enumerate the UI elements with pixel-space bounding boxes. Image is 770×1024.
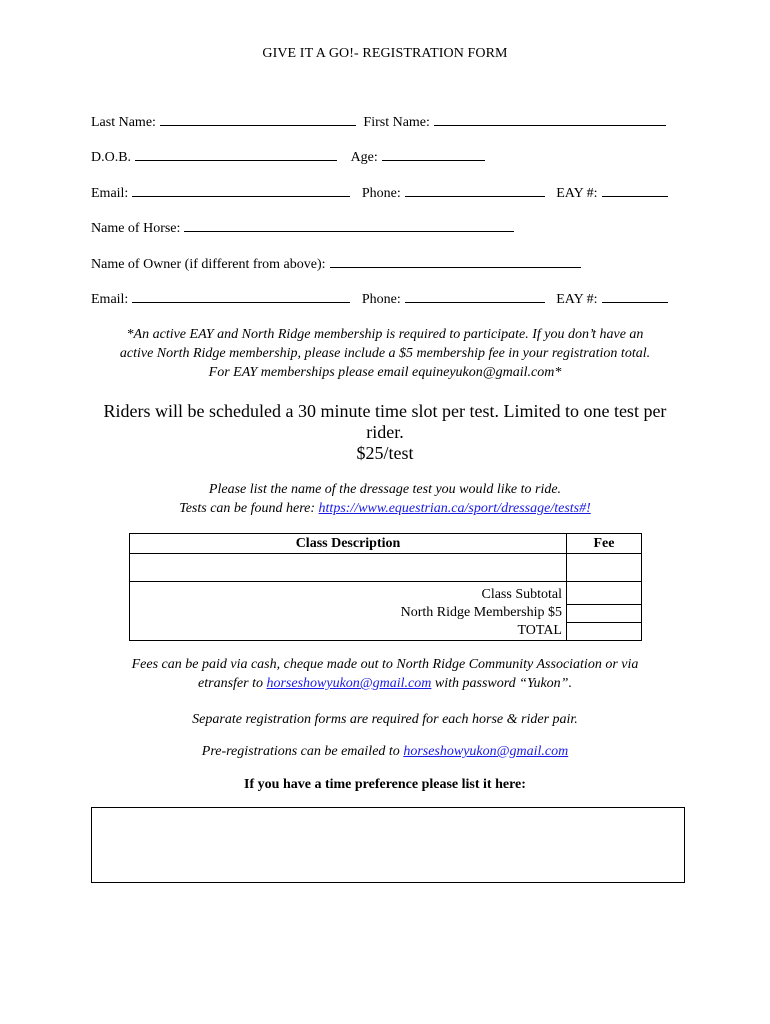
owner-contact-row: [91, 290, 668, 308]
age-label: Age:: [350, 150, 378, 165]
dob-label: D.O.B.: [91, 150, 132, 165]
dob-row: [91, 148, 485, 166]
total-cell[interactable]: [567, 622, 642, 641]
table-row: [130, 582, 642, 605]
contact-row: [91, 184, 668, 202]
schedule-line: rider.: [366, 422, 404, 442]
phone-label: Phone:: [361, 186, 401, 201]
eay-field[interactable]: [602, 184, 668, 197]
age-field[interactable]: [382, 148, 485, 161]
table-row: [130, 554, 642, 582]
email-field[interactable]: [132, 184, 350, 197]
fee-table: [129, 533, 642, 641]
membership-note-line: For EAY memberships please email equineyukon@gmail.com*: [208, 365, 562, 380]
last-name-label: Last Name:: [91, 115, 156, 130]
payment-email-link[interactable]: horseshowyukon@gmail.com: [266, 676, 432, 691]
owner-eay-field[interactable]: [602, 290, 668, 303]
prereg-email-link[interactable]: horseshowyukon@gmail.com: [403, 744, 569, 759]
class-description-cell[interactable]: [130, 554, 567, 582]
fee-header: Fee: [567, 534, 642, 554]
total-label: TOTAL: [130, 622, 567, 641]
table-row: [130, 622, 642, 641]
price-per-test: $25/test: [356, 443, 414, 463]
owner-label: Name of Owner (if different from above):: [91, 257, 326, 272]
horse-label: Name of Horse:: [91, 221, 181, 236]
table-row: [130, 604, 642, 622]
email-label: Email:: [91, 186, 129, 201]
form-title: GIVE IT A GO!- REGISTRATION FORM: [262, 46, 508, 61]
owner-row: [91, 255, 581, 273]
separate-forms-note: Separate registration forms are required for each horse & rider pair.: [192, 712, 578, 727]
payment-note-line: Fees can be paid via cash, cheque made out to North Ridge Community Association or via: [131, 657, 639, 672]
tests-note-prefix: Tests can be found here:: [179, 501, 319, 516]
tests-note-line: [80, 499, 690, 518]
class-description-header: Class Description: [130, 534, 567, 554]
membership-fee-cell[interactable]: [567, 604, 642, 622]
payment-note: [80, 655, 690, 693]
owner-phone-label: Phone:: [361, 292, 401, 307]
membership-note: [80, 325, 690, 382]
time-preference-box[interactable]: [91, 807, 685, 883]
schedule-line: Riders will be scheduled a 30 minute time slot per test. Limited to one test per: [103, 401, 667, 421]
owner-eay-label: EAY #:: [556, 292, 598, 307]
tests-note: [80, 480, 690, 518]
subtotal-cell[interactable]: [567, 582, 642, 605]
horse-field[interactable]: [184, 219, 514, 232]
owner-email-field[interactable]: [132, 290, 350, 303]
first-name-label: First Name:: [363, 115, 430, 130]
last-name-field[interactable]: [160, 113, 356, 126]
payment-note-line: [80, 674, 690, 693]
membership-fee-label: North Ridge Membership $5: [130, 604, 567, 622]
payment-note-suffix: with password “Yukon”.: [431, 676, 572, 691]
name-row: [91, 113, 666, 131]
fee-cell[interactable]: [567, 554, 642, 582]
preregistration-note: [80, 742, 690, 761]
fee-table-header: [130, 534, 642, 554]
owner-phone-field[interactable]: [405, 290, 545, 303]
membership-note-line: *An active EAY and North Ridge membership is required to participate. If you don’t have an: [126, 327, 644, 342]
prereg-prefix: Pre-registrations can be emailed to: [201, 744, 404, 759]
dressage-tests-link[interactable]: https://www.equestrian.ca/sport/dressage/tests#!: [318, 501, 591, 516]
dob-field[interactable]: [135, 148, 337, 161]
owner-field[interactable]: [330, 255, 581, 268]
subtotal-label: Class Subtotal: [130, 582, 567, 605]
time-preference-heading: If you have a time preference please list it here:: [244, 777, 526, 792]
tests-note-line: Please list the name of the dressage test you would like to ride.: [208, 482, 562, 497]
horse-row: [91, 219, 514, 237]
phone-field[interactable]: [405, 184, 545, 197]
schedule-info: [90, 401, 680, 464]
first-name-field[interactable]: [434, 113, 666, 126]
payment-note-prefix: etransfer to: [198, 676, 267, 691]
eay-label: EAY #:: [556, 186, 598, 201]
owner-email-label: Email:: [91, 292, 129, 307]
membership-note-line: active North Ridge membership, please include a $5 membership fee in your registration total.: [119, 346, 651, 361]
